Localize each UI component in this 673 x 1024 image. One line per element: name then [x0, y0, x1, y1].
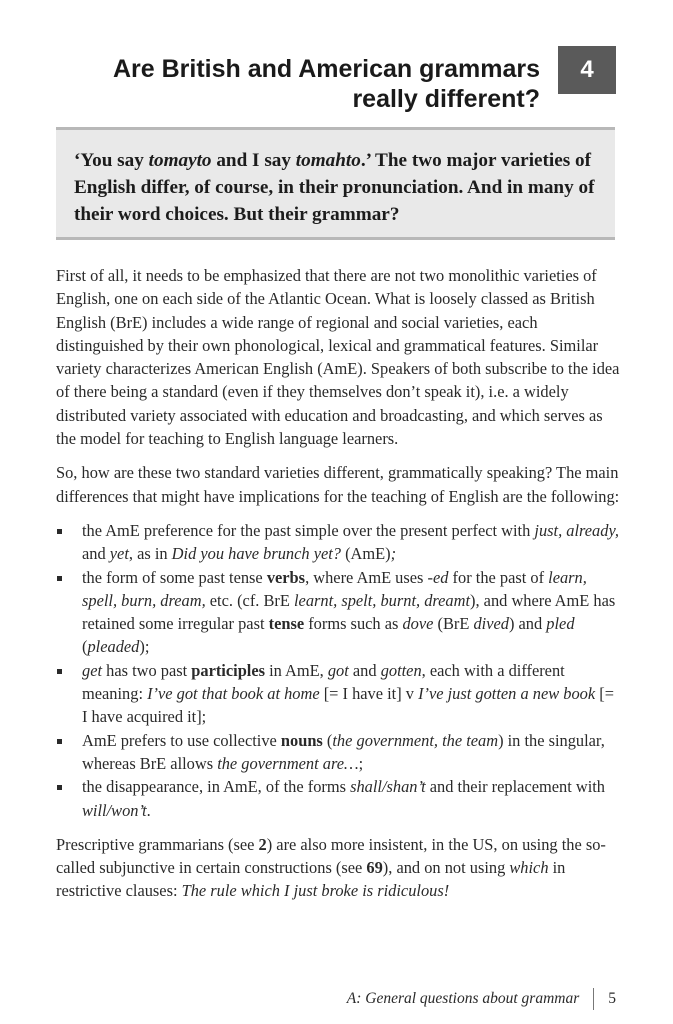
- body-text: [56, 264, 621, 914]
- paragraph-2: So, how are these two standard varieties different, grammatically speaking? The main differences that might have implications for the teaching of English are the following:: [56, 463, 620, 506]
- bullet-icon: [57, 739, 62, 744]
- intro-italic: tomahto: [295, 150, 361, 171]
- bullet-icon: [57, 529, 62, 534]
- list-item: get has two past participles in AmE, got and gotten, each with a different meaning: I’ve got that book at home [= I have it] v I’ve just gotten a new book [= I have acquired it];: [56, 659, 621, 729]
- footer-divider: [593, 988, 594, 1010]
- intro-italic: tomayto: [148, 150, 212, 171]
- cross-reference: 69: [366, 858, 383, 878]
- bullet-icon: [57, 669, 62, 674]
- running-footer-section: A: General questions about grammar: [346, 990, 580, 1007]
- page-title: [113, 54, 540, 114]
- chapter-header: [56, 46, 616, 116]
- chapter-number-badge: 4: [558, 46, 616, 94]
- list-item: the form of some past tense verbs, where AmE uses -ed for the past of learn, spell, burn, dream, etc. (cf. BrE learnt, spelt, burnt, dreamt), and where AmE has retained some irregular past tense forms such as dove (BrE dived) and pled (pleaded);: [56, 566, 621, 659]
- page-footer: [347, 988, 616, 1010]
- bullet-icon: [57, 576, 62, 581]
- paragraph-3: Prescriptive grammarians (see 2) are also more insistent, in the US, on using the so-called subjunctive in certain constructions (see 69), and on not using which in restrictive clauses: The rule which I just broke is ridiculous!: [56, 834, 606, 901]
- intro-text: ‘You say: [74, 150, 149, 171]
- intro-box: [56, 127, 615, 240]
- intro-text: and I say: [211, 150, 296, 171]
- list-item: the AmE preference for the past simple over the present perfect with just, already, and yet, as in Did you have brunch yet? (AmE);: [56, 519, 621, 566]
- intro-text: .’ The two major varieties of English differ, of course, in their pronunciation. And in many of their word choices. But their grammar?: [74, 150, 595, 225]
- glossary-term: tense: [268, 614, 305, 634]
- glossary-term: nouns: [280, 730, 323, 750]
- title-line-2: really different?: [352, 85, 540, 113]
- bullet-icon: [57, 785, 62, 790]
- page-number: 5: [608, 990, 616, 1007]
- list-item: AmE prefers to use collective nouns (the government, the team) in the singular, whereas BrE allows the government are…;: [56, 729, 621, 776]
- list-item: the disappearance, in AmE, of the forms shall/shan’t and their replacement with will/won’t.: [56, 775, 621, 822]
- cross-reference: 2: [258, 834, 267, 854]
- differences-list: [56, 519, 621, 822]
- paragraph-1: First of all, it needs to be emphasized that there are not two monolithic varieties of English, one on each side of the Atlantic Ocean. What is loosely classed as British English (BrE) includes a wide range of regional and social varieties, each distinguished by their own phonological, lexical and grammatical features. Similar variety characterizes American English (AmE). Speakers of both subscribe to the idea of there being a standard (even if they themselves don’t speak it), i.e. a widely distributed variety associated with education and broadcasting, and which serves as the model for teaching to English language learners.: [56, 266, 620, 449]
- glossary-term: verbs: [266, 567, 306, 587]
- glossary-term: participles: [191, 660, 266, 680]
- title-line-1: Are British and American grammars: [112, 55, 540, 83]
